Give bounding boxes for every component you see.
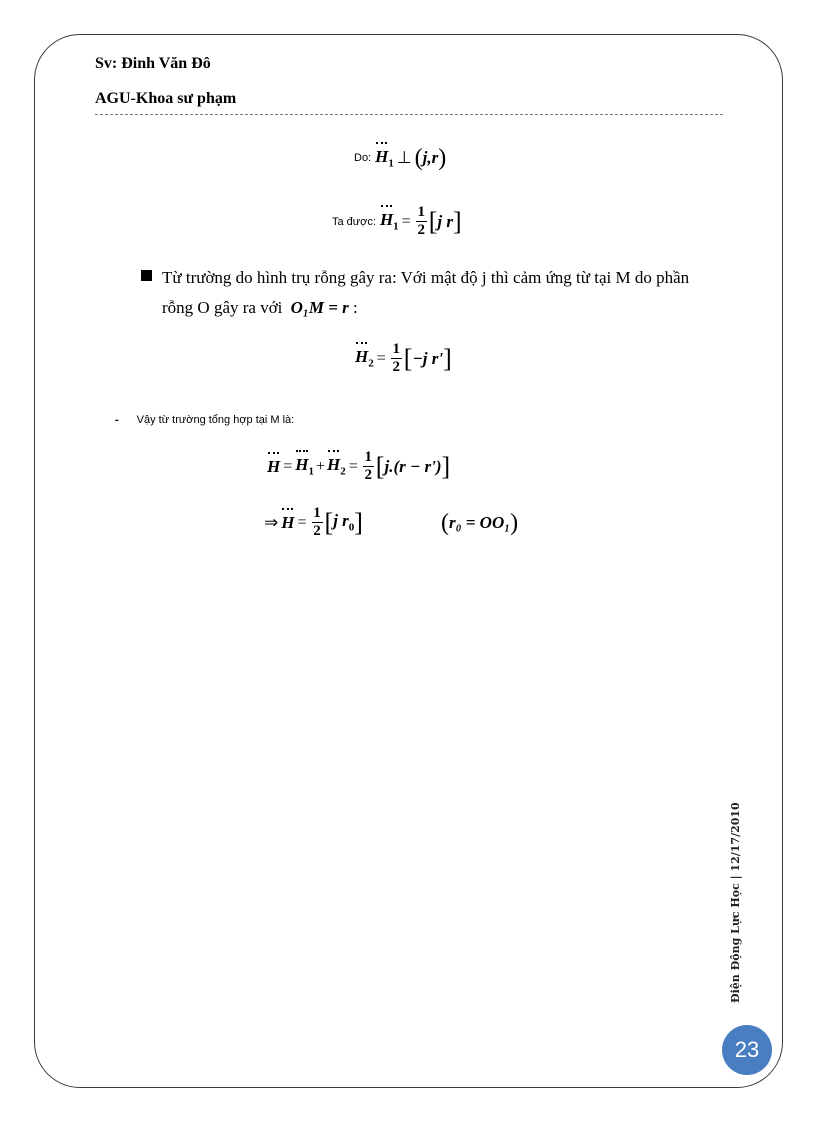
eq5-den: 2 bbox=[313, 523, 321, 539]
eq2-num: 1 bbox=[417, 204, 425, 220]
eq2-lhs: H bbox=[379, 210, 394, 230]
eq5-num: 1 bbox=[313, 505, 321, 521]
header-student: Sv: Đinh Văn Đô bbox=[95, 55, 211, 72]
eq3-sub: 2 bbox=[368, 357, 374, 370]
eq1-operator: ⊥ bbox=[396, 148, 412, 167]
eq5-note: r₀ = OO₁ bbox=[448, 512, 511, 532]
eq3-body: −j r' bbox=[412, 348, 444, 368]
eq5-lhs: H bbox=[281, 512, 295, 532]
eq1-sub: 1 bbox=[388, 157, 394, 170]
eq4-den: 2 bbox=[364, 467, 373, 483]
equation-total-h: H = $H_1$ + $H_2$ = $\frac{1}{2}$ [ j.(r − r') ] bbox=[267, 449, 451, 483]
header-school: AGU-Khoa sư phạm bbox=[95, 90, 237, 107]
equation-h2: $H_2$ = $\frac{1}{2}$ [ −j r' ] bbox=[355, 341, 452, 375]
eq4-lhs: H bbox=[267, 456, 281, 476]
eq1-prefix: Do: bbox=[354, 152, 372, 164]
page-number-badge: 23 bbox=[722, 1025, 772, 1075]
paragraph-end: : bbox=[353, 298, 358, 317]
eq2-body: j r bbox=[437, 211, 453, 231]
eq4-sub1: 1 bbox=[308, 465, 314, 478]
paragraph-hollow-cylinder bbox=[162, 263, 707, 323]
eq3-num: 1 bbox=[392, 341, 401, 357]
eq4-sub2: 2 bbox=[340, 465, 346, 478]
side-footer-text: Điện Động Lực Học | 12/17/2010 bbox=[729, 802, 742, 1003]
eq4-num: 1 bbox=[364, 449, 373, 465]
equation-h1: Ta được: $H_1$ = $\frac{1}{2}$ [ j r ] bbox=[332, 204, 462, 238]
eq2-prefix: Ta được: bbox=[332, 215, 376, 228]
eq5-body: j r bbox=[333, 511, 349, 531]
paragraph-vector: O₁M = r bbox=[290, 298, 349, 317]
eq2-sub: 1 bbox=[393, 220, 399, 233]
eq2-den: 2 bbox=[417, 222, 425, 238]
equation-perpendicular: Do: $H_1$ ⊥ ( j,r ) bbox=[354, 145, 447, 171]
equation-result: ⇒ H = $\frac{1}{2}$ [ j $r_0$ ] ( r₀ = OO₁ ) bbox=[264, 505, 519, 539]
eq5-sub: 0 bbox=[348, 521, 355, 534]
list-item-total-field bbox=[115, 414, 294, 426]
bullet-square-icon bbox=[141, 270, 152, 281]
paragraph-text: Từ trường do hình trụ rỗng gây ra: Với mật độ j thì cảm ứng từ tại M do phần rỗng O gây ra với bbox=[162, 268, 690, 317]
list-item-text: Vậy từ trường tổng hợp tại M là: bbox=[136, 414, 295, 426]
eq1-args: j,r bbox=[422, 148, 439, 167]
eq3-den: 2 bbox=[392, 359, 401, 375]
page-frame bbox=[34, 34, 783, 1088]
header-divider bbox=[95, 114, 723, 115]
eq4-body: j.(r − r') bbox=[384, 456, 442, 476]
list-marker: - bbox=[115, 414, 119, 426]
eq3-lhs: H bbox=[355, 347, 369, 367]
eq4-term2: H bbox=[327, 455, 341, 475]
implies-icon: ⇒ bbox=[264, 512, 279, 532]
eq1-lhs: H bbox=[375, 146, 389, 166]
eq4-term1: H bbox=[295, 455, 309, 475]
